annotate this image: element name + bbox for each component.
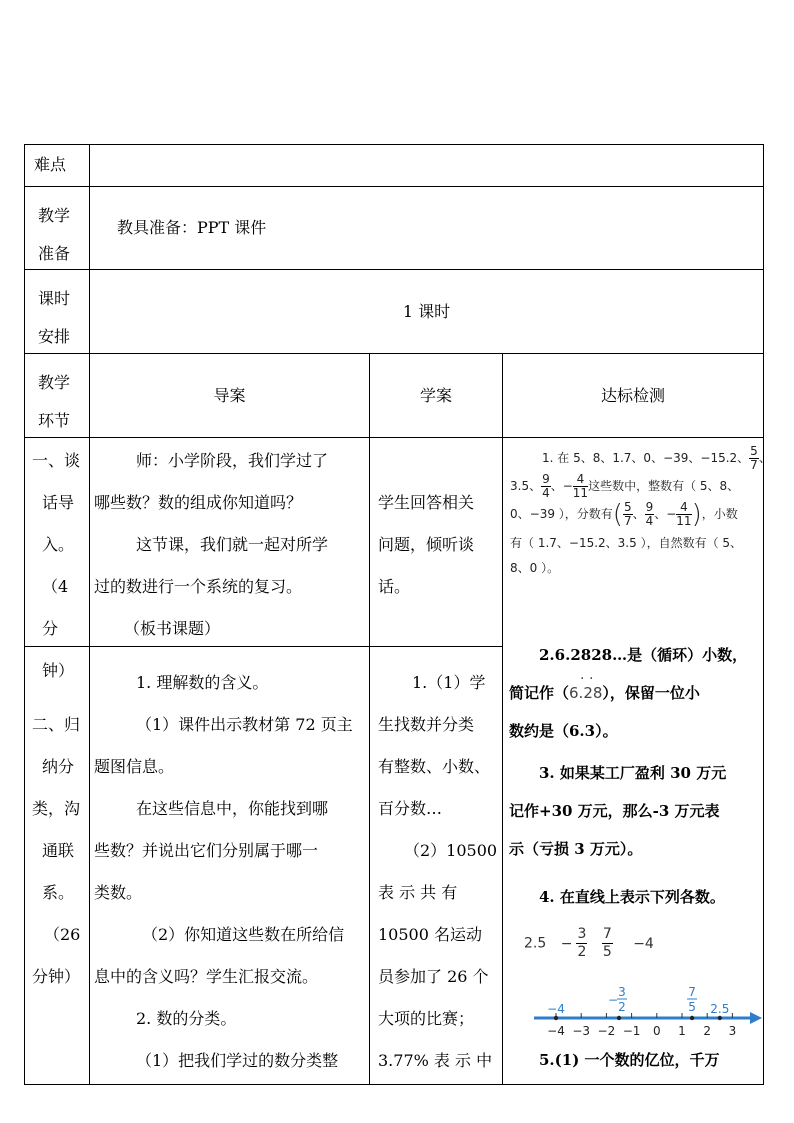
guide-line: 类数。 [94, 883, 143, 902]
row-label-difficulty: 难点 [34, 155, 67, 174]
fraction [676, 501, 691, 528]
plotted-point [718, 1016, 722, 1020]
point-label: 2.5 [710, 1002, 730, 1016]
row-label-schedule-line1: 课时 [38, 289, 71, 308]
stage-classify-line: 类，沟 [32, 799, 81, 818]
stage-intro-line: 入。 [42, 535, 75, 554]
guide-line: 些数？并说出它们分别属于哪一 [94, 841, 319, 860]
study-classify [378, 662, 502, 1082]
column-header-check: 达标检测 [600, 386, 665, 405]
q4-line1: 4. 在直线上表示下列各数。 [539, 888, 725, 906]
stage-classify-line: （26 [44, 925, 81, 944]
stage-intro-line: 话导 [42, 493, 75, 512]
point-label-sign: − [607, 993, 619, 1007]
guide-line: 1. 理解数的含义。 [136, 673, 269, 692]
q1-text: 0、−39 ），分数有 [510, 507, 613, 521]
study-line: 学生回答相关 [378, 493, 475, 512]
tick-label: −1 [622, 1024, 641, 1038]
plotted-point [690, 1016, 694, 1020]
row-label-stage-line2: 环节 [38, 411, 71, 430]
paren-close: ) [691, 499, 702, 530]
fraction-numerator: 7 [602, 926, 612, 942]
study-line: 10500 名运动 [378, 925, 482, 944]
guide-line: 哪些数？数的组成你知道吗？ [94, 493, 303, 512]
fraction [749, 445, 759, 472]
stage-intro-line: 钟） [42, 661, 75, 680]
fraction-denominator: 7 [623, 514, 632, 528]
fraction-denominator: 5 [602, 944, 612, 960]
lesson-table [24, 144, 771, 1085]
fraction-numerator: 5 [750, 444, 758, 458]
q1-text: 、 [632, 507, 645, 521]
tick-label: 1 [678, 1024, 686, 1038]
study-line: 话。 [378, 577, 411, 596]
study-line: （2）10500 [404, 841, 498, 860]
fraction-denominator: 11 [676, 514, 692, 528]
q1-line3 [510, 500, 760, 529]
fraction-numerator: 5 [623, 500, 632, 514]
fraction [623, 501, 633, 528]
point-label-denominator: 5 [688, 1000, 696, 1014]
study-line: 3.77% 表 示 中 [378, 1051, 493, 1070]
fraction-denominator: 4 [542, 486, 550, 500]
table-border-top [24, 144, 764, 145]
fraction [576, 926, 587, 961]
q2-line3: 数约是（6.3）。 [509, 722, 618, 740]
q3-line2: 记作+30 万元，那么-3 万元表 [509, 802, 720, 820]
study-line: 大项的比赛； [378, 1009, 475, 1028]
fraction-denominator: 2 [577, 944, 587, 960]
repeating-decimal-value: 6.28 [569, 684, 603, 702]
plotted-point [554, 1016, 558, 1020]
q1-line4: 有（ 1.7、−15.2、3.5 ），自然数有（ 5、 [510, 535, 743, 550]
q1-text: 、− [550, 479, 573, 493]
fraction-numerator: 9 [645, 500, 654, 514]
study-line: 有整数、小数、 [378, 757, 491, 776]
table-divider [24, 186, 764, 187]
row-label-prep [38, 197, 70, 273]
q2-text: 简记作（ [509, 684, 570, 702]
table-border-left [24, 144, 25, 1085]
q3-line3: 示（亏损 3 万元）。 [509, 840, 643, 858]
table-border-bottom [24, 1084, 764, 1085]
tick-label: 2 [703, 1024, 712, 1038]
guide-line: 师：小学阶段，我们学过了 [136, 451, 329, 470]
fraction-numerator: 3 [577, 926, 587, 942]
repeat-dot: · [580, 671, 585, 687]
schedule-content: 1 课时 [402, 302, 451, 321]
table-divider [24, 269, 764, 270]
study-intro [378, 482, 502, 608]
stage-classify-line: 纳分 [42, 757, 75, 776]
guide-line: （2）你知道这些数在所给信 [142, 925, 345, 944]
number-line [510, 970, 762, 1040]
stage-intro [30, 440, 88, 692]
table-divider [89, 144, 90, 1085]
guide-line: 息中的含义吗？学生汇报交流。 [94, 967, 319, 986]
guide-line: 过的数进行一个系统的复习。 [94, 577, 303, 596]
row-label-stage-line1: 教学 [38, 373, 71, 392]
row-label-prep-line1: 教学 [38, 206, 71, 225]
guide-classify [92, 662, 368, 1082]
fraction-denominator: 7 [750, 458, 758, 472]
repeat-dot: · [589, 671, 594, 687]
fraction [573, 473, 588, 500]
stage-classify-line: 通联 [42, 841, 75, 860]
q2-line2 [509, 671, 761, 712]
q1-line1 [510, 444, 771, 472]
fraction-numerator: 4 [676, 501, 691, 515]
stage-classify-line: 分钟） [32, 967, 81, 986]
tick-label: 0 [652, 1024, 661, 1038]
guide-line: 2. 数的分类。 [136, 1009, 237, 1028]
stage-intro-line: 一、谈 [32, 451, 81, 470]
stage-classify-line: 系。 [42, 883, 75, 902]
check-question-2 [509, 636, 761, 750]
study-line: 表 示 共 有 [378, 883, 458, 902]
prep-content: 教具准备：PPT 课件 [117, 218, 267, 237]
q1-text: 3.5、 [510, 479, 542, 493]
table-divider [24, 437, 764, 438]
row-label-prep-line2: 准备 [38, 244, 71, 263]
paren-open: ( [612, 499, 623, 530]
guide-line: （1）课件出示教材第 72 页主 [136, 715, 353, 734]
tick-label: −2 [597, 1024, 616, 1038]
point-label-numerator: 7 [688, 985, 696, 999]
table-divider [369, 353, 370, 1085]
tick-label: −4 [547, 1024, 565, 1038]
stage-intro-line: （4 分 [42, 577, 69, 638]
fraction-denominator: 11 [572, 486, 589, 500]
q2-text: ），保留一位小 [602, 684, 700, 702]
fraction-denominator: 4 [645, 514, 654, 528]
study-line: 员参加了 26 个 [378, 967, 489, 986]
q4-numbers [524, 926, 724, 961]
row-label-schedule [38, 280, 70, 356]
row-label-schedule-line2: 安排 [38, 327, 71, 346]
study-line: 生找数并分类 [378, 715, 475, 734]
table-divider [24, 353, 764, 354]
repeating-decimal [569, 671, 603, 712]
q1-text: ，小数 [701, 507, 738, 521]
stage-classify-line: 二、归 [32, 715, 81, 734]
guide-intro [92, 440, 368, 650]
column-header-study: 学案 [419, 386, 452, 405]
stage-classify [30, 704, 88, 998]
point-label: −4 [547, 1002, 565, 1016]
fraction [541, 473, 551, 500]
fraction [645, 501, 655, 528]
q1-text: 、 [758, 451, 771, 465]
row-label-stage [38, 364, 70, 440]
column-header-guide: 导案 [213, 386, 246, 405]
guide-line: （板书课题） [124, 619, 221, 638]
table-border-right [763, 144, 764, 1085]
guide-line: 在这些信息中，你能找到哪 [136, 799, 329, 818]
number-item: −4 [633, 935, 654, 952]
fraction [602, 926, 613, 961]
table-divider [502, 353, 503, 1085]
check-question-3 [509, 754, 761, 868]
study-line: 百分数… [378, 799, 443, 818]
fraction-numerator: 9 [542, 472, 550, 486]
number-line-arrow [750, 1012, 762, 1024]
guide-line: 这节课，我们就一起对所学 [136, 535, 329, 554]
minus-sign: − [560, 935, 573, 952]
check-question-5 [509, 1040, 761, 1080]
number-item: 2.5 [524, 935, 547, 952]
q2-line1: 2.6.2828…是（循环）小数， [539, 646, 748, 664]
tick-label: 3 [728, 1024, 737, 1038]
check-question-4 [509, 878, 761, 916]
q1-text: 这些数中，整数有（ 5、8、 [588, 479, 740, 493]
guide-line: （1）把我们学过的数分类整 [136, 1051, 339, 1070]
check-question-1 [510, 444, 771, 579]
q5-line1: 5.(1) 一个数的亿位，千万 [539, 1051, 720, 1069]
study-line: 1.（1）学 [412, 673, 486, 692]
study-line: 问题，倾听谈 [378, 535, 475, 554]
fraction-numerator: 4 [573, 473, 588, 487]
q1-text: 1. 在 5、8、1.7、0、−39、−15.2、 [542, 451, 750, 465]
point-label-denominator: 2 [618, 1000, 626, 1014]
plotted-point [617, 1016, 621, 1020]
q1-text: 、− [654, 507, 677, 521]
tick-label: −3 [572, 1024, 591, 1038]
guide-line: 题图信息。 [94, 757, 175, 776]
q1-line2 [510, 472, 760, 500]
point-label-numerator: 3 [618, 985, 626, 999]
q3-line1: 3. 如果某工厂盈利 30 万元 [539, 764, 727, 782]
q1-line5: 8、0 ）。 [510, 560, 560, 575]
